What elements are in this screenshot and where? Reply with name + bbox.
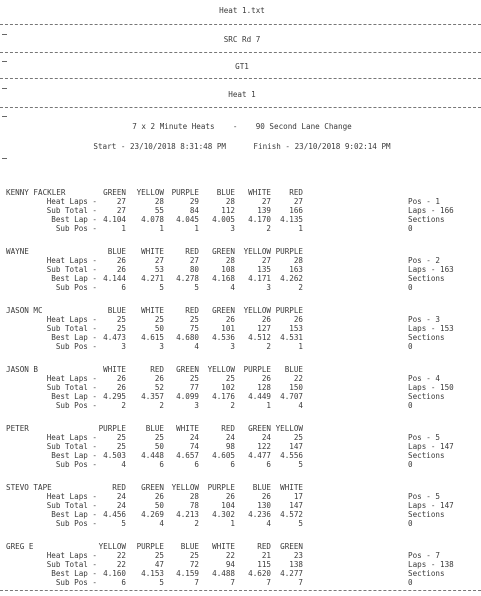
table-cell: 4.236: [248, 510, 271, 519]
row-label: Sub Total -: [46, 442, 97, 451]
row-label: Best Lap -: [51, 333, 97, 342]
table-cell: 1: [194, 224, 199, 233]
table-cell: 25: [116, 442, 126, 451]
table-cell: 26: [225, 492, 235, 501]
table-cell: 4.449: [248, 392, 271, 401]
total-laps: Laps - 138: [408, 560, 454, 569]
table-cell: 26: [261, 315, 271, 324]
lane-color: YELLOW: [243, 306, 271, 315]
total-laps: Laps - 147: [408, 442, 454, 451]
table-cell: 4.099: [176, 392, 199, 401]
finish-position: Pos - 4: [408, 374, 441, 383]
lane-color: PURPLE: [136, 542, 164, 551]
table-cell: 4.456: [103, 510, 126, 519]
table-cell: 4.078: [141, 215, 164, 224]
table-cell: 53: [154, 265, 164, 274]
class-name: GT1: [235, 62, 249, 71]
sections-label: Sections: [408, 510, 445, 519]
table-cell: 4.357: [141, 392, 164, 401]
table-cell: 24: [116, 501, 126, 510]
divider: [0, 52, 481, 53]
series-name: SRC Rd 7: [223, 35, 261, 44]
lane-color: YELLOW: [207, 365, 235, 374]
table-cell: 147: [289, 501, 303, 510]
table-cell: 7: [298, 578, 303, 587]
row-label: Heat Laps -: [46, 492, 97, 501]
heat-name: Heat 1: [228, 90, 256, 99]
table-cell: 25: [154, 315, 164, 324]
table-cell: 27: [261, 256, 271, 265]
lane-color: RED: [221, 424, 235, 433]
table-cell: 50: [154, 324, 164, 333]
table-cell: 4.159: [176, 569, 199, 578]
table-cell: 28: [189, 492, 199, 501]
table-cell: 27: [154, 256, 164, 265]
table-cell: 115: [257, 560, 271, 569]
row-label: Sub Total -: [46, 265, 97, 274]
row-label: Sub Total -: [46, 383, 97, 392]
row-label: Heat Laps -: [46, 433, 97, 442]
row-label: Sub Pos -: [55, 578, 97, 587]
table-cell: 4.620: [248, 569, 271, 578]
table-cell: 25: [189, 315, 199, 324]
table-cell: 5: [298, 519, 303, 528]
table-cell: 4.160: [103, 569, 126, 578]
table-cell: 2: [266, 224, 271, 233]
table-cell: 4.168: [212, 274, 235, 283]
table-cell: 5: [159, 283, 164, 292]
table-cell: 4.170: [248, 215, 271, 224]
lane-color: WHITE: [176, 424, 199, 433]
table-cell: 4.176: [212, 392, 235, 401]
table-cell: 4.005: [212, 215, 235, 224]
table-cell: 23: [293, 551, 303, 560]
lane-color: YELLOW: [98, 542, 126, 551]
row-label: Best Lap -: [51, 569, 97, 578]
sections-label: Sections: [408, 451, 445, 460]
table-cell: 4.657: [176, 451, 199, 460]
table-cell: 7: [194, 578, 199, 587]
finish-position: Pos - 1: [408, 197, 441, 206]
table-cell: 163: [289, 265, 303, 274]
lane-color: BLUE: [284, 365, 303, 374]
table-cell: 26: [154, 374, 164, 383]
table-cell: 150: [289, 383, 303, 392]
table-cell: 27: [116, 206, 126, 215]
table-cell: 98: [225, 442, 235, 451]
sections-label: Sections: [408, 569, 445, 578]
table-cell: 1: [298, 342, 303, 351]
table-cell: 3: [194, 401, 199, 410]
table-cell: 29: [189, 197, 199, 206]
table-cell: 4.104: [103, 215, 126, 224]
sections-value: 0: [408, 519, 413, 528]
table-cell: 25: [116, 433, 126, 442]
lane-color: PURPLE: [275, 306, 303, 315]
sections-value: 0: [408, 578, 413, 587]
table-cell: 25: [116, 315, 126, 324]
divider: [0, 590, 481, 591]
table-cell: 78: [189, 501, 199, 510]
table-cell: 25: [189, 374, 199, 383]
lane-color: PURPLE: [275, 247, 303, 256]
table-cell: 22: [293, 374, 303, 383]
lane-color: YELLOW: [171, 483, 199, 492]
table-cell: 4.536: [212, 333, 235, 342]
lane-color: WHITE: [141, 306, 164, 315]
table-cell: 4.556: [280, 451, 303, 460]
lane-color: GREEN: [212, 306, 235, 315]
table-cell: 4.615: [141, 333, 164, 342]
table-cell: 128: [257, 383, 271, 392]
lane-color: WHITE: [212, 542, 235, 551]
lane-color: GREEN: [280, 542, 303, 551]
lane-color: GREEN: [103, 188, 126, 197]
table-cell: 135: [257, 265, 271, 274]
table-cell: 24: [116, 492, 126, 501]
table-cell: 4.707: [280, 392, 303, 401]
table-cell: 24: [225, 433, 235, 442]
row-label: Best Lap -: [51, 510, 97, 519]
table-cell: 26: [116, 374, 126, 383]
lane-color: BLUE: [216, 188, 235, 197]
total-laps: Laps - 150: [408, 383, 454, 392]
row-label: Sub Total -: [46, 501, 97, 510]
lane-color: PURPLE: [243, 365, 271, 374]
row-label: Heat Laps -: [46, 551, 97, 560]
lane-color: GREEN: [176, 365, 199, 374]
table-cell: 4.488: [212, 569, 235, 578]
sections-value: 0: [408, 460, 413, 469]
table-cell: 50: [154, 442, 164, 451]
lane-color: RED: [185, 247, 199, 256]
table-cell: 102: [221, 383, 235, 392]
table-cell: 6: [266, 460, 271, 469]
total-laps: Laps - 153: [408, 324, 454, 333]
lane-color: PURPLE: [207, 483, 235, 492]
sections-value: 0: [408, 401, 413, 410]
table-cell: 77: [189, 383, 199, 392]
lane-color: BLUE: [252, 483, 271, 492]
table-cell: 7: [230, 578, 235, 587]
row-label: Sub Pos -: [55, 283, 97, 292]
table-cell: 139: [257, 206, 271, 215]
row-label: Sub Pos -: [55, 460, 97, 469]
lane-color: PURPLE: [171, 188, 199, 197]
table-cell: 108: [221, 265, 235, 274]
divider: [0, 24, 481, 25]
finish-position: Pos - 3: [408, 315, 441, 324]
table-cell: 26: [261, 374, 271, 383]
table-cell: 80: [189, 265, 199, 274]
table-cell: 22: [225, 551, 235, 560]
table-cell: 2: [230, 401, 235, 410]
table-cell: 101: [221, 324, 235, 333]
lane-color: YELLOW: [136, 188, 164, 197]
table-cell: 26: [261, 492, 271, 501]
lane-color: WHITE: [280, 483, 303, 492]
table-cell: 72: [189, 560, 199, 569]
lane-color: GREEN: [248, 424, 271, 433]
sections-label: Sections: [408, 274, 445, 283]
table-cell: 122: [257, 442, 271, 451]
margin-mark: [2, 61, 7, 62]
margin-mark: [2, 34, 7, 35]
table-cell: 3: [230, 342, 235, 351]
table-cell: 5: [159, 578, 164, 587]
table-cell: 4: [159, 519, 164, 528]
document-title: Heat 1.txt: [219, 6, 265, 15]
total-laps: Laps - 166: [408, 206, 454, 215]
table-cell: 25: [189, 551, 199, 560]
table-cell: 27: [261, 197, 271, 206]
table-cell: 27: [189, 256, 199, 265]
sections-label: Sections: [408, 215, 445, 224]
row-label: Sub Pos -: [55, 224, 97, 233]
table-cell: 7: [266, 578, 271, 587]
total-laps: Laps - 163: [408, 265, 454, 274]
table-cell: 24: [189, 433, 199, 442]
racer-name: WAYNE: [6, 247, 29, 256]
table-cell: 4: [194, 342, 199, 351]
table-cell: 4.680: [176, 333, 199, 342]
table-cell: 4.605: [212, 451, 235, 460]
table-cell: 3: [121, 342, 126, 351]
row-label: Best Lap -: [51, 392, 97, 401]
table-cell: 4: [298, 401, 303, 410]
table-cell: 75: [189, 324, 199, 333]
row-label: Heat Laps -: [46, 374, 97, 383]
lane-color: YELLOW: [243, 247, 271, 256]
table-cell: 4.153: [141, 569, 164, 578]
row-label: Sub Total -: [46, 560, 97, 569]
lane-color: BLUE: [107, 247, 126, 256]
table-cell: 4.302: [212, 510, 235, 519]
table-cell: 25: [293, 433, 303, 442]
finish-position: Pos - 7: [408, 551, 441, 560]
race-times: Start - 23/10/2018 8:31:48 PM Finish - 23/10/2018 9:02:14 PM: [93, 142, 391, 151]
table-cell: 166: [289, 206, 303, 215]
table-cell: 1: [121, 224, 126, 233]
table-cell: 4.512: [248, 333, 271, 342]
table-cell: 50: [154, 501, 164, 510]
finish-position: Pos - 2: [408, 256, 441, 265]
sections-value: 0: [408, 342, 413, 351]
table-cell: 6: [159, 460, 164, 469]
lane-color: WHITE: [248, 188, 271, 197]
lane-color: RED: [257, 542, 271, 551]
racer-name: GREG E: [6, 542, 34, 551]
table-cell: 4.531: [280, 333, 303, 342]
racer-name: KENNY FACKLER: [6, 188, 66, 197]
table-cell: 28: [154, 197, 164, 206]
finish-position: Pos - 5: [408, 433, 441, 442]
margin-mark: [2, 116, 7, 117]
table-cell: 26: [116, 265, 126, 274]
race-format: 7 x 2 Minute Heats - 90 Second Lane Change: [132, 122, 352, 131]
table-cell: 22: [116, 560, 126, 569]
table-cell: 4.269: [141, 510, 164, 519]
table-cell: 2: [298, 283, 303, 292]
divider: [0, 107, 481, 108]
lane-color: WHITE: [103, 365, 126, 374]
table-cell: 5: [121, 519, 126, 528]
table-cell: 4.144: [103, 274, 126, 283]
table-cell: 127: [257, 324, 271, 333]
row-label: Sub Pos -: [55, 401, 97, 410]
table-cell: 4: [230, 283, 235, 292]
table-cell: 130: [257, 501, 271, 510]
table-cell: 74: [189, 442, 199, 451]
table-cell: 26: [225, 315, 235, 324]
table-cell: 2: [194, 519, 199, 528]
table-cell: 5: [298, 460, 303, 469]
table-cell: 112: [221, 206, 235, 215]
table-cell: 4.278: [176, 274, 199, 283]
table-cell: 4.572: [280, 510, 303, 519]
table-cell: 4.171: [248, 274, 271, 283]
lane-color: RED: [185, 306, 199, 315]
table-cell: 47: [154, 560, 164, 569]
row-label: Sub Total -: [46, 324, 97, 333]
table-cell: 5: [194, 283, 199, 292]
table-cell: 4.477: [248, 451, 271, 460]
finish-position: Pos - 5: [408, 492, 441, 501]
table-cell: 4.277: [280, 569, 303, 578]
table-cell: 4.448: [141, 451, 164, 460]
table-cell: 25: [154, 551, 164, 560]
lane-color: WHITE: [141, 247, 164, 256]
sections-value: 0: [408, 283, 413, 292]
table-cell: 17: [293, 492, 303, 501]
row-label: Heat Laps -: [46, 197, 97, 206]
table-cell: 28: [293, 256, 303, 265]
lane-color: YELLOW: [275, 424, 303, 433]
row-label: Heat Laps -: [46, 315, 97, 324]
table-cell: 27: [116, 197, 126, 206]
margin-mark: [2, 158, 7, 159]
table-cell: 26: [154, 492, 164, 501]
table-cell: 6: [121, 578, 126, 587]
lane-color: BLUE: [107, 306, 126, 315]
table-cell: 6: [121, 283, 126, 292]
lane-color: RED: [150, 365, 164, 374]
lane-color: RED: [112, 483, 126, 492]
margin-mark: [2, 88, 7, 89]
table-cell: 3: [266, 283, 271, 292]
sections-value: 0: [408, 224, 413, 233]
row-label: Best Lap -: [51, 274, 97, 283]
table-cell: 4.135: [280, 215, 303, 224]
table-cell: 4.295: [103, 392, 126, 401]
total-laps: Laps - 147: [408, 501, 454, 510]
racer-name: STEVO TAPE: [6, 483, 52, 492]
table-cell: 3: [230, 224, 235, 233]
row-label: Sub Total -: [46, 206, 97, 215]
lane-color: GREEN: [212, 247, 235, 256]
table-cell: 28: [225, 256, 235, 265]
table-cell: 94: [225, 560, 235, 569]
lane-color: PURPLE: [98, 424, 126, 433]
table-cell: 3: [159, 342, 164, 351]
table-cell: 27: [293, 197, 303, 206]
table-cell: 4: [266, 519, 271, 528]
table-cell: 25: [116, 324, 126, 333]
table-cell: 4.473: [103, 333, 126, 342]
table-cell: 25: [225, 374, 235, 383]
row-label: Best Lap -: [51, 215, 97, 224]
table-cell: 138: [289, 560, 303, 569]
table-cell: 1: [298, 224, 303, 233]
table-cell: 21: [261, 551, 271, 560]
table-cell: 26: [116, 383, 126, 392]
table-cell: 147: [289, 442, 303, 451]
table-cell: 1: [266, 401, 271, 410]
lane-color: GREEN: [141, 483, 164, 492]
table-cell: 2: [266, 342, 271, 351]
table-cell: 26: [293, 315, 303, 324]
table-cell: 4.262: [280, 274, 303, 283]
row-label: Heat Laps -: [46, 256, 97, 265]
sections-label: Sections: [408, 333, 445, 342]
table-cell: 4: [121, 460, 126, 469]
table-cell: 6: [230, 460, 235, 469]
table-cell: 24: [261, 433, 271, 442]
row-label: Sub Pos -: [55, 342, 97, 351]
table-cell: 84: [189, 206, 199, 215]
table-cell: 1: [159, 224, 164, 233]
table-cell: 2: [159, 401, 164, 410]
table-cell: 153: [289, 324, 303, 333]
table-cell: 4.045: [176, 215, 199, 224]
table-cell: 52: [154, 383, 164, 392]
table-cell: 55: [154, 206, 164, 215]
table-cell: 4.271: [141, 274, 164, 283]
row-label: Best Lap -: [51, 451, 97, 460]
table-cell: 26: [116, 256, 126, 265]
table-cell: 4.213: [176, 510, 199, 519]
table-cell: 6: [194, 460, 199, 469]
table-cell: 4.503: [103, 451, 126, 460]
racer-name: PETER: [6, 424, 29, 433]
table-cell: 104: [221, 501, 235, 510]
row-label: Sub Pos -: [55, 519, 97, 528]
table-cell: 22: [116, 551, 126, 560]
table-cell: 25: [154, 433, 164, 442]
lane-color: BLUE: [145, 424, 164, 433]
divider: [0, 78, 481, 79]
table-cell: 2: [121, 401, 126, 410]
table-cell: 28: [225, 197, 235, 206]
racer-name: JASON MC: [6, 306, 43, 315]
table-cell: 1: [230, 519, 235, 528]
racer-name: JASON B: [6, 365, 39, 374]
lane-color: BLUE: [180, 542, 199, 551]
lane-color: RED: [289, 188, 303, 197]
sections-label: Sections: [408, 392, 445, 401]
